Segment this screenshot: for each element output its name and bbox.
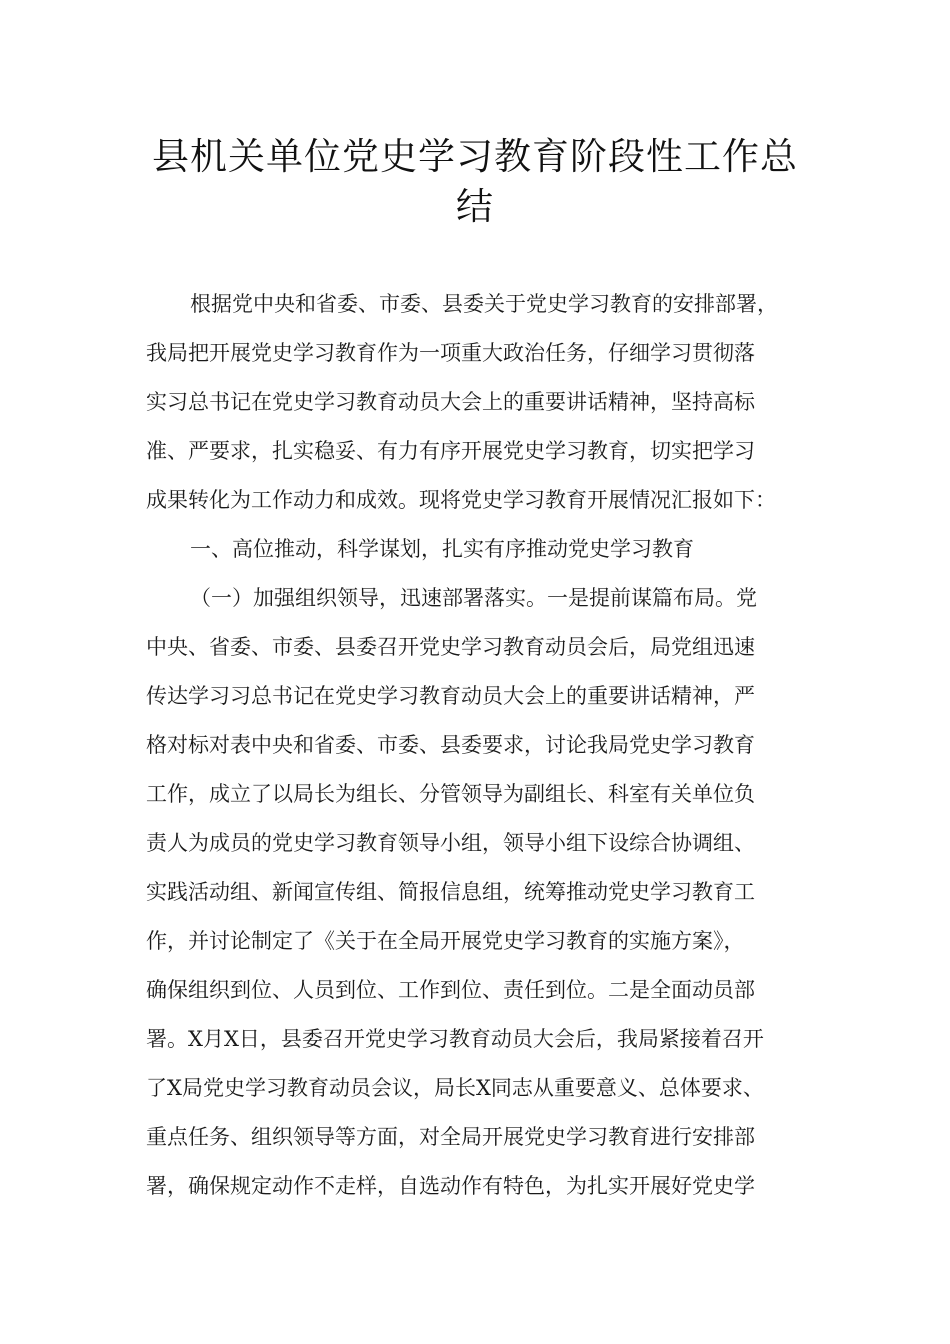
- paragraph-line: 我局把开展党史学习教育作为一项重大政治任务，仔细学习贯彻落: [146, 341, 755, 365]
- paragraph-line: 实习总书记在党史学习教育动员大会上的重要讲话精神，坚持高标: [146, 390, 755, 414]
- paragraph-line: 格对标对表中央和省委、市委、县委要求，讨论我局党史学习教育: [146, 733, 755, 757]
- paragraph-line: 确保组织到位、人员到位、工作到位、责任到位。二是全面动员部: [146, 978, 755, 1002]
- paragraph-line: 传达学习习总书记在党史学习教育动员大会上的重要讲话精神，严: [146, 684, 755, 708]
- paragraph-line: 了X局党史学习教育动员会议，局长X同志从重要意义、总体要求、: [146, 1076, 764, 1100]
- paragraph-line: 重点任务、组织领导等方面，对全局开展党史学习教育进行安排部: [146, 1125, 755, 1149]
- paragraph-line: 准、严要求，扎实稳妥、有力有序开展党史学习教育，切实把学习: [146, 439, 755, 463]
- paragraph-line: 责人为成员的党史学习教育领导小组，领导小组下设综合协调组、: [146, 831, 755, 855]
- paragraph-line: 成果转化为工作动力和成效。现将党史学习教育开展情况汇报如下：: [146, 488, 776, 512]
- paragraph-line: 根据党中央和省委、市委、县委关于党史学习教育的安排部署，: [190, 292, 778, 316]
- paragraph-line: 实践活动组、新闻宣传组、简报信息组，统筹推动党史学习教育工: [146, 880, 755, 904]
- section-heading: 一、高位推动，科学谋划，扎实有序推动党史学习教育: [190, 537, 694, 561]
- paragraph-line: 署。X月X日，县委召开党史学习教育动员大会后，我局紧接着召开: [146, 1027, 764, 1051]
- paragraph-line: 署，确保规定动作不走样，自选动作有特色，为扎实开展好党史学: [146, 1174, 755, 1198]
- paragraph-line: （一）加强组织领导，迅速部署落实。一是提前谋篇布局。党: [190, 586, 757, 610]
- document-title-line-2: 结: [456, 185, 494, 228]
- paragraph-line: 中央、省委、市委、县委召开党史学习教育动员会后，局党组迅速: [146, 635, 755, 659]
- paragraph-line: 作，并讨论制定了《关于在全局开展党史学习教育的实施方案》，: [146, 929, 745, 953]
- document-title-line-1: 县机关单位党史学习教育阶段性工作总: [152, 135, 798, 178]
- paragraph-line: 工作，成立了以局长为组长、分管领导为副组长、科室有关单位负: [146, 782, 755, 806]
